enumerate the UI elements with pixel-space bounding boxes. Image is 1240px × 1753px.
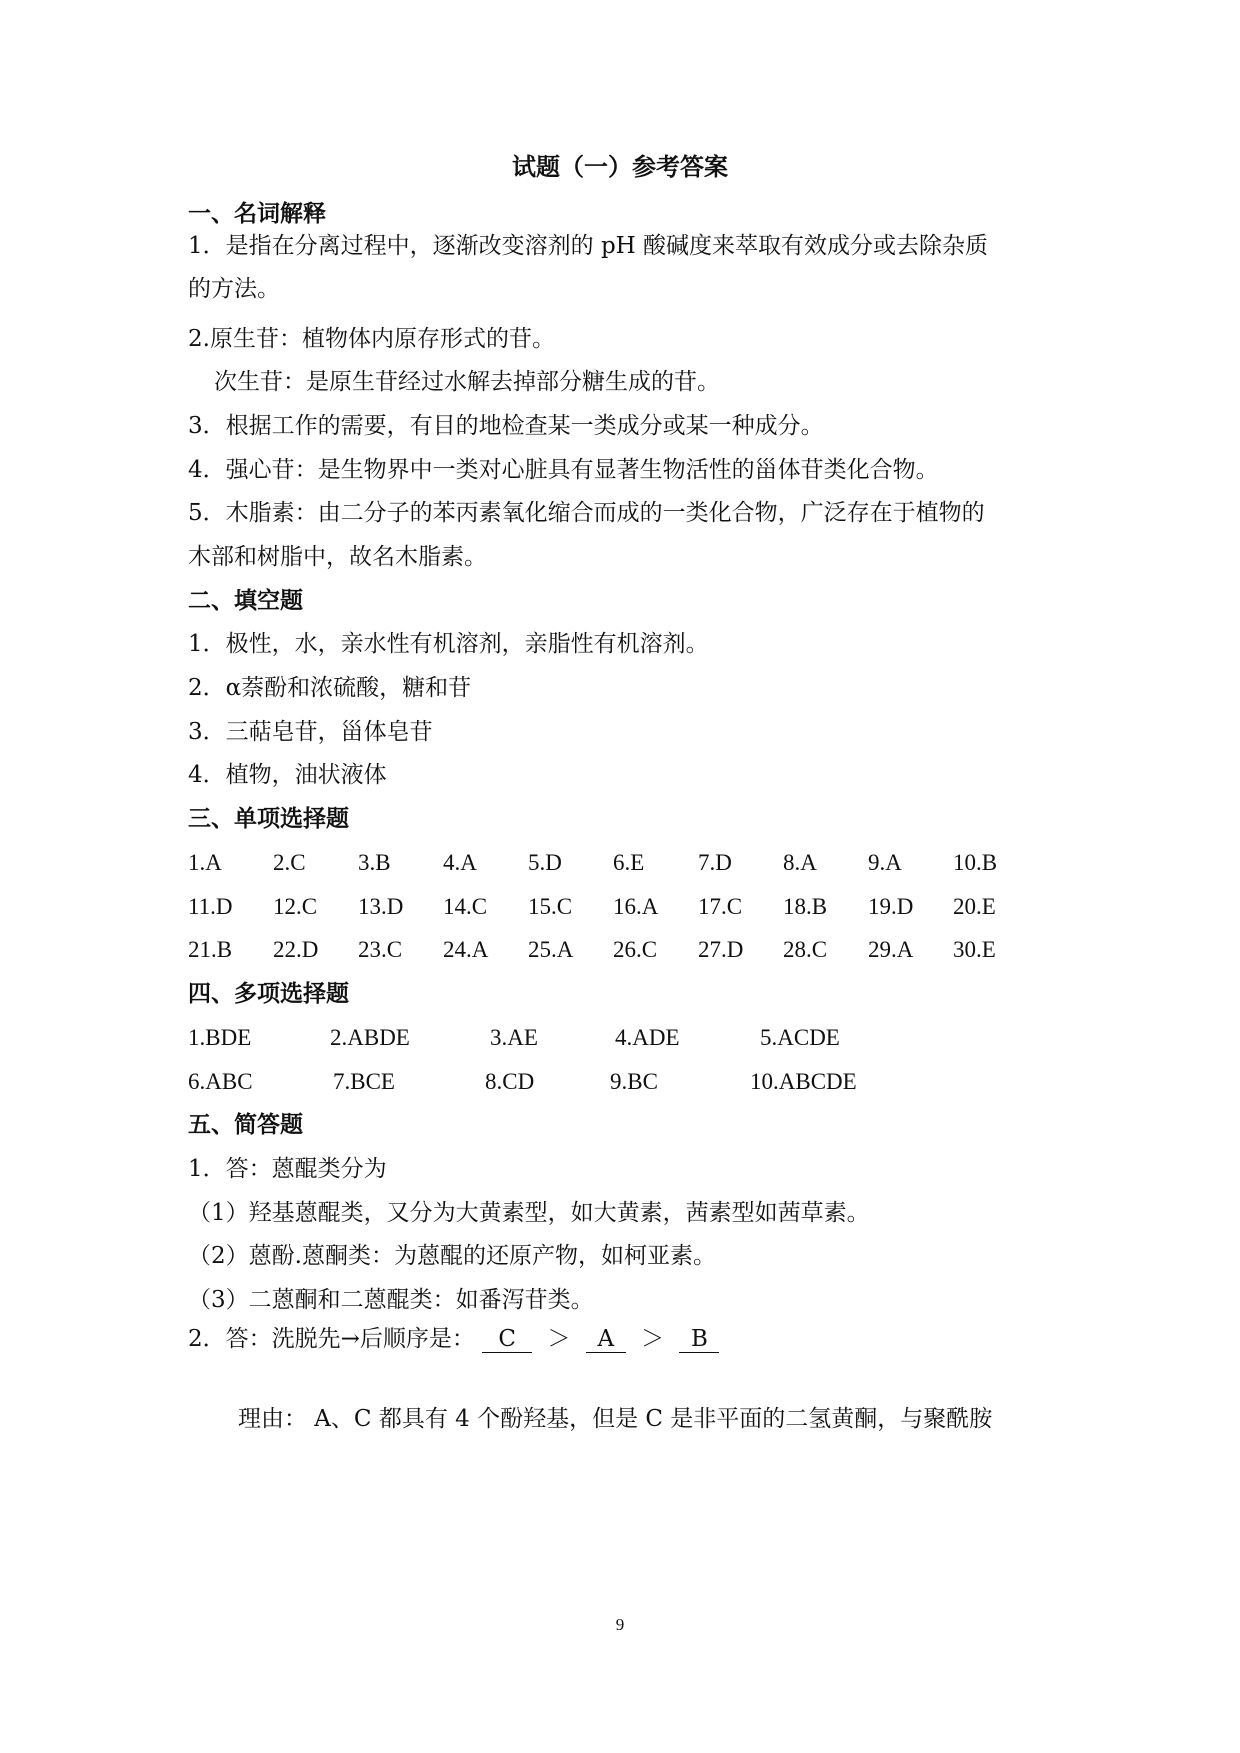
multi-choice-answer: 6.ABC [188,1069,253,1094]
single-choice-answer: 19.D [868,894,914,919]
single-choice-answer: 18.B [783,894,828,919]
multi-choice-answer: 3.AE [490,1025,538,1050]
elution-order-second: A [586,1326,626,1353]
fill-answer-3: 3．三萜皂苷，甾体皂苷 [188,719,433,745]
elution-order-third: B [679,1326,719,1353]
single-choice-answer: 23.C [358,937,403,962]
section-heading-short-answer: 五、简答题 [188,1112,303,1138]
multi-choice-answer: 5.ACDE [760,1025,840,1050]
short-answer-2-prefix: 2．答：洗脱先→后顺序是： [188,1326,475,1352]
single-choice-answer: 16.A [613,894,659,919]
single-choice-answer: 2.C [273,850,306,875]
single-choice-answer: 12.C [273,894,318,919]
single-choice-answer: 1.A [188,850,222,875]
section-heading-terms: 一、名词解释 [188,201,326,227]
single-choice-answer: 30.E [953,937,996,962]
single-choice-answer: 5.D [528,850,562,875]
term-2: 2.原生苷：植物体内原存形式的苷。 [188,326,555,352]
elution-order-first: C [482,1326,532,1353]
term-2-secondary: 次生苷：是原生苷经过水解去掉部分糖生成的苷。 [214,369,720,395]
multi-choice-answer: 10.ABCDE [750,1069,857,1094]
single-choice-answer: 14.C [443,894,488,919]
short-answer-2 [188,1322,719,1356]
term-5-line-2: 木部和树脂中，故名木脂素。 [188,544,487,570]
section-heading-multi-choice: 四、多项选择题 [188,981,349,1007]
single-choice-answer: 22.D [273,937,319,962]
single-choice-answer: 15.C [528,894,573,919]
single-choice-answer: 28.C [783,937,828,962]
single-choice-answer: 11.D [188,894,233,919]
single-choice-answer: 7.D [698,850,732,875]
single-choice-answer: 17.C [698,894,743,919]
single-choice-answer: 24.A [443,937,489,962]
single-choice-answer: 13.D [358,894,404,919]
single-choice-answer: 6.E [613,850,645,875]
multi-choice-answer: 2.ABDE [330,1025,410,1050]
fill-answer-4: 4．植物，油状液体 [188,762,387,788]
single-choice-answer: 9.A [868,850,902,875]
term-5-line-1: 5．木脂素：由二分子的苯丙素氧化缩合而成的一类化合物，广泛存在于植物的 [188,500,985,526]
term-3: 3．根据工作的需要，有目的地检查某一类成分或某一种成分。 [188,413,824,439]
single-choice-answer: 27.D [698,937,744,962]
short-answer-1-item-3: （3）二蒽酮和二蒽醌类：如番泻苷类。 [188,1287,594,1313]
single-choice-answer: 21.B [188,937,233,962]
term-4: 4．强心苷：是生物界中一类对心脏具有显著生物活性的甾体苷类化合物。 [188,457,939,483]
single-choice-answer: 10.B [953,850,998,875]
short-answer-1: 1．答：蒽醌类分为 [188,1156,387,1182]
term-1-line-2: 的方法。 [188,276,280,302]
page-number: 9 [615,1615,625,1634]
term-1-line-1: 1．是指在分离过程中，逐渐改变溶剂的 pH 酸碱度来萃取有效成分或去除杂质 [188,233,989,259]
page-title: 试题（一）参考答案 [512,153,728,181]
greater-than-2: ＞ [641,1326,665,1352]
section-heading-fill: 二、填空题 [188,588,303,614]
single-choice-answer: 20.E [953,894,996,919]
multi-choice-answer: 7.BCE [333,1069,395,1094]
fill-answer-2: 2．α萘酚和浓硫酸，糖和苷 [188,675,472,701]
short-answer-1-item-1: （1）羟基蒽醌类，又分为大黄素型，如大黄素，茜素型如茜草素。 [188,1200,870,1226]
short-answer-1-item-2: （2）蒽酚.蒽酮类：为蒽醌的还原产物，如柯亚素。 [188,1243,716,1269]
multi-choice-answer: 8.CD [485,1069,535,1094]
single-choice-answer: 3.B [358,850,391,875]
single-choice-answer: 29.A [868,937,914,962]
single-choice-answer: 26.C [613,937,658,962]
single-choice-answer: 8.A [783,850,817,875]
greater-than-1: ＞ [547,1326,571,1352]
single-choice-answer: 4.A [443,850,477,875]
section-heading-single-choice: 三、单项选择题 [188,806,349,832]
short-answer-2-reason: 理由： A、C 都具有 4 个酚羟基，但是 C 是非平面的二氢黄酮，与聚酰胺 [238,1406,993,1432]
single-choice-answer: 25.A [528,937,574,962]
fill-answer-1: 1．极性，水，亲水性有机溶剂，亲脂性有机溶剂。 [188,631,709,657]
multi-choice-answer: 9.BC [610,1069,658,1094]
multi-choice-answer: 1.BDE [188,1025,252,1050]
multi-choice-answer: 4.ADE [615,1025,680,1050]
